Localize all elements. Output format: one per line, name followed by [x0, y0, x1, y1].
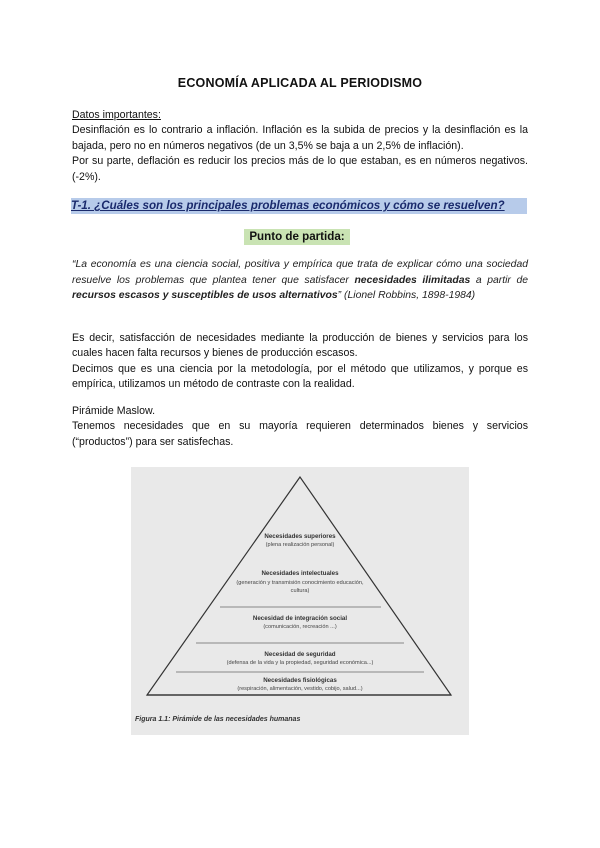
- level-1-title: Necesidades superiores: [264, 533, 336, 540]
- quote-part-2: a partir de: [470, 274, 529, 286]
- maslow-heading: Pirámide Maslow.: [72, 405, 156, 417]
- body-paragraph-2: Decimos que es una ciencia por la metodología, por el método que utilizamos, y porque es empírica, utilizamos un método de contraste con la realidad.: [72, 362, 528, 391]
- level-3-subtitle: (comunicación, recreación ...): [263, 624, 337, 630]
- maslow-section: [72, 404, 528, 450]
- datos-section: [72, 108, 528, 185]
- robbins-quote: [72, 257, 528, 304]
- quote-bold-2: recursos escasos y susceptibles de usos alternativos: [72, 290, 338, 302]
- datos-heading: Datos importantes:: [72, 109, 161, 121]
- maslow-paragraph: Tenemos necesidades que en su mayoría requieren determinados bienes y servicios (“productos”) para ser satisfechas.: [72, 420, 528, 448]
- level-5-subtitle: (respiración, alimentación, vestido, cobijo, salud...): [237, 686, 363, 692]
- level-4-title: Necesidad de seguridad: [264, 651, 336, 658]
- quote-bold-1: necesidades ilimitadas: [354, 274, 471, 286]
- punto-de-partida: Punto de partida:: [244, 229, 350, 245]
- body-paragraph-1: Es decir, satisfacción de necesidades mediante la producción de bienes y servicios para los cuales hacen falta recursos y bienes de producción escasos.: [72, 332, 528, 360]
- level-2-subtitle: (generación y transmisión conocimiento educación, cultura): [236, 580, 364, 594]
- datos-paragraph-2: Por su parte, deflación es reducir los precios más de lo que estaban, es en números negativos. (-2%).: [72, 155, 528, 183]
- section-heading: T-1. ¿Cuáles son los principales problemas económicos y cómo se resuelven?: [71, 198, 527, 214]
- level-1-subtitle: (plena realización personal): [265, 542, 335, 548]
- level-3-title: Necesidad de integración social: [252, 615, 348, 622]
- level-4-subtitle: (defensa de la vida y la propiedad, seguridad económica...): [226, 660, 374, 666]
- body-section: [72, 331, 528, 393]
- level-2-title: Necesidades intelectuales: [261, 570, 339, 577]
- level-5-title: Necesidades fisiológicas: [263, 677, 337, 684]
- quote-part-3: ” (Lionel Robbins, 1898-1984): [337, 290, 476, 302]
- quote-part-1: “La economía es una ciencia social, positiva y empírica que trata de explicar cómo una sociedad resuelve los problemas que plantea tener que satisfacer: [72, 259, 528, 286]
- document-title: ECONOMÍA APLICADA AL PERIODISMO: [177, 76, 423, 90]
- maslow-pyramid-figure: [131, 467, 469, 735]
- datos-paragraph-1: Desinflación es lo contrario a inflación. Inflación es la subida de precios y la desinflación es la bajada, pero no en números negativos (de un 3,5% se baja a un 2,5% de inflación).: [72, 124, 528, 152]
- pyramid-graphic: [131, 467, 469, 735]
- figure-caption: Figura 1.1: Pirámide de las necesidades humanas: [135, 716, 301, 723]
